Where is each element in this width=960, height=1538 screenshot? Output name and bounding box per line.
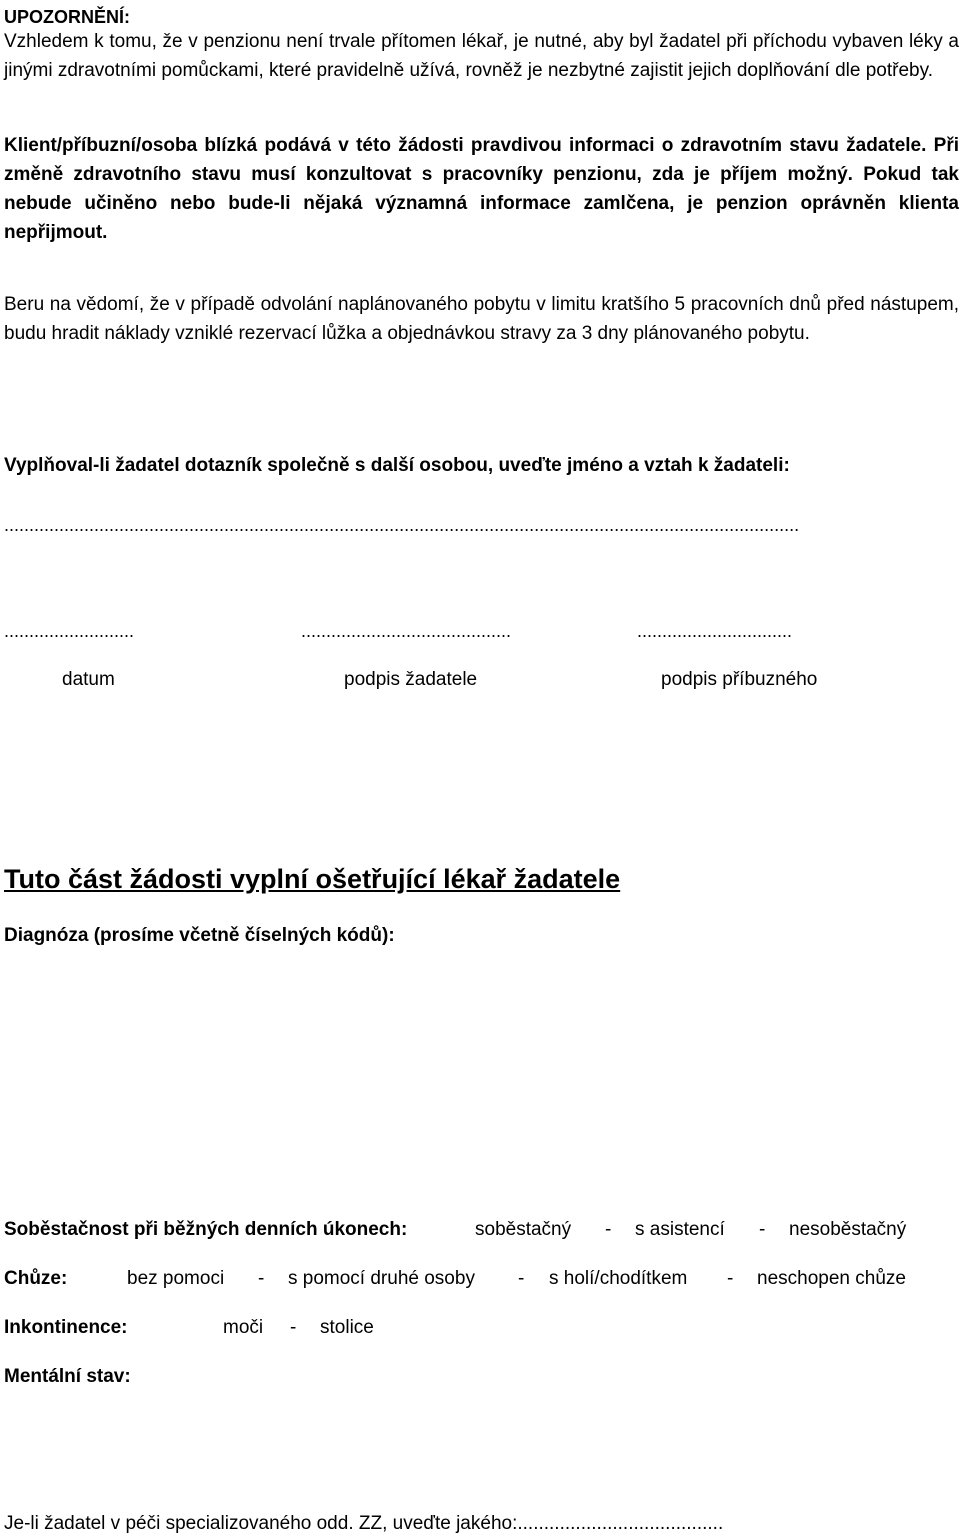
option-separator: - xyxy=(290,1317,297,1338)
applicant-signature-dots[interactable]: .......................................... xyxy=(301,621,512,641)
option-separator: - xyxy=(605,1219,612,1240)
walking-option-unaided[interactable]: bez pomoci xyxy=(127,1268,225,1289)
option-separator: - xyxy=(759,1219,766,1240)
cancellation-text: Beru na vědomí, že v případě odvolání naplánovaného pobytu v limitu kratšího 5 pracovních dnů před nástupem, budu hradit náklady vzniklé rezervací lůžka a objednávkou stravy za 3 dny plánovaného pobytu. xyxy=(4,294,959,344)
option-separator: - xyxy=(727,1268,734,1289)
diagnosis-label: Diagnóza (prosíme včetně číselných kódů): xyxy=(4,925,395,946)
self-sufficiency-label: Soběstačnost při běžných denních úkonech: xyxy=(4,1219,408,1240)
self-sufficiency-option-dependent[interactable]: nesoběstačný xyxy=(789,1219,907,1240)
incontinence-option-urine[interactable]: moči xyxy=(223,1317,264,1338)
relative-signature-dots[interactable]: ............................... xyxy=(637,621,793,641)
companion-blank-line[interactable]: ............................................................................................................................................................... xyxy=(4,515,800,535)
doctor-section-title: Tuto část žádosti vyplní ošetřující lékař žadatele xyxy=(4,864,621,894)
relative-signature-label: podpis příbuzného xyxy=(661,669,818,690)
applicant-signature-label: podpis žadatele xyxy=(344,669,478,690)
date-label: datum xyxy=(62,669,115,690)
mental-state-label: Mentální stav: xyxy=(4,1366,131,1387)
warning-bold-text: Klient/příbuzní/osoba blízká podává v této žádosti pravdivou informaci o zdravotním stavu žadatele. Při změně zdravotního stavu musí konzultovat s pracovníky penzionu, zda je příjem možný. Pokud tak nebude učiněno nebo bude-li nějaká významná informace zamlčena, je penzion oprávněn klienta nepřijmout. xyxy=(4,135,959,243)
incontinence-option-stool[interactable]: stolice xyxy=(320,1317,374,1338)
warning-heading: UPOZORNĚNÍ: xyxy=(4,7,130,27)
specialized-care-text[interactable]: Je-li žadatel v péči specializovaného odd. ZZ, uveďte jakého:....................................... xyxy=(4,1513,724,1534)
warning-text: Vzhledem k tomu, že v penzionu není trvale přítomen lékař, je nutné, aby byl žadatel při příchodu vybaven léky a jinými zdravotními pomůckami, které pravidelně užívá, rovněž je nezbytné zajistit jejich doplňování dle potřeby. xyxy=(4,31,959,81)
companion-question: Vyplňoval-li žadatel dotazník společně s další osobou, uveďte jméno a vztah k žadateli: xyxy=(4,455,790,476)
walking-option-with-aid[interactable]: s holí/chodítkem xyxy=(549,1268,688,1289)
option-separator: - xyxy=(258,1268,265,1289)
incontinence-label: Inkontinence: xyxy=(4,1317,128,1338)
date-dots[interactable]: .......................... xyxy=(4,621,135,641)
option-separator: - xyxy=(518,1268,525,1289)
walking-option-unable[interactable]: neschopen chůze xyxy=(757,1268,906,1289)
self-sufficiency-option-independent[interactable]: soběstačný xyxy=(475,1219,572,1240)
self-sufficiency-option-assisted[interactable]: s asistencí xyxy=(635,1219,725,1240)
walking-option-with-person[interactable]: s pomocí druhé osoby xyxy=(288,1268,475,1289)
walking-label: Chůze: xyxy=(4,1268,68,1289)
